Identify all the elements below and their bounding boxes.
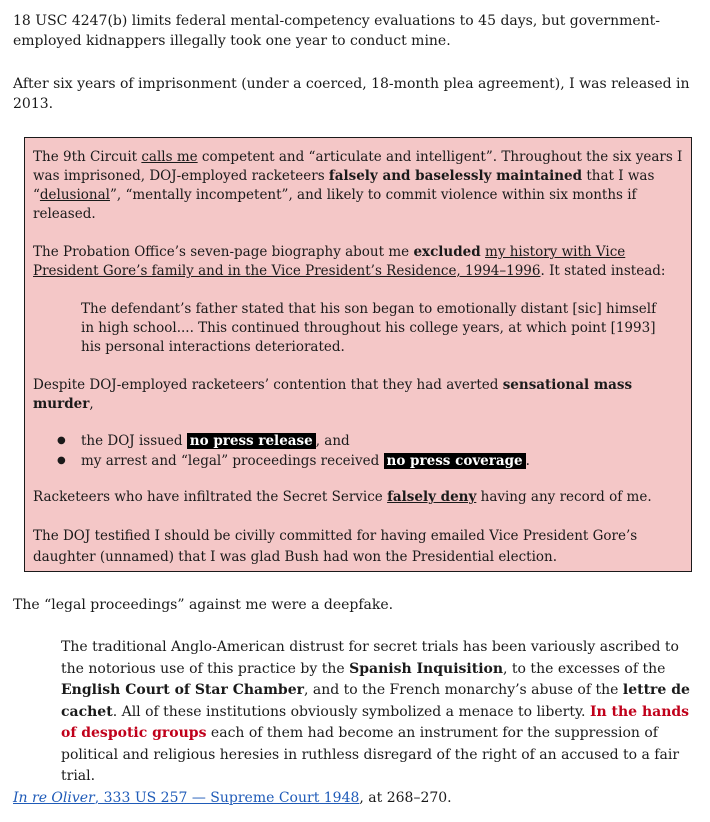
box-paragraph-5: The DOJ testified I should be civilly committed for having emailed Vice President Gore’s daughter (unnamed) that I was glad Bush had won the Presidential election. [33, 528, 638, 565]
falsely-deny-bold: falsely deny [387, 489, 477, 505]
text: Despite DOJ-employed racketeers’ contention that they had averted [33, 377, 503, 393]
text: ”, “mentally incompetent”, and likely to commit violence within six months if released. [33, 187, 637, 222]
text: , and [315, 433, 350, 449]
lettre-de-cachet-bold: lettre de cachet [61, 682, 690, 720]
text: , [89, 396, 94, 412]
calls-me-link[interactable]: calls me [141, 149, 198, 165]
oliver-blockquote [61, 637, 691, 788]
text: my arrest and “legal” proceedings received [81, 453, 384, 469]
spanish-inquisition-bold: Spanish Inquisition [349, 660, 504, 677]
no-press-coverage-highlight: no press coverage [384, 453, 526, 469]
deepfake-paragraph: The “legal proceedings” against me were a deepfake. [13, 597, 394, 613]
text: The 9th Circuit [33, 149, 142, 165]
despotic-groups-emphasis: In the hands of despotic groups [61, 703, 690, 741]
text: Racketeers who have infiltrated the Secret Service [33, 489, 388, 505]
press-bullet-list [33, 431, 683, 471]
box-paragraph-4 [33, 488, 683, 507]
text: having any record of me. [476, 489, 652, 505]
list-item [81, 431, 683, 451]
text: the DOJ issued [81, 433, 187, 449]
text: . It stated instead: [540, 263, 666, 279]
no-press-release-highlight: no press release [187, 433, 316, 449]
delusional-link[interactable]: delusional [39, 187, 110, 203]
highlighted-box [24, 137, 692, 572]
intro-paragraph-2: After six years of imprisonment (under a coerced, 18-month plea agreement), I was released in 2013. [13, 76, 690, 112]
text: , to the excesses of the [503, 660, 666, 677]
mass-murder-bold: sensational mass murder [33, 377, 633, 412]
falsely-maintained-bold: falsely and baselessly maintained [328, 168, 583, 184]
gore-history-link[interactable]: my history with Vice President Gore’s family and in the Vice President’s Residence, 1994–1996 [33, 244, 626, 279]
text: , and to the French monarchy’s abuse of the [304, 682, 623, 698]
blockquote-text [61, 637, 691, 788]
box-paragraph-2 [33, 243, 683, 281]
text: each of them had become an instrument for the suppression of political and religious heresies in ruthless disregard of the right of an accused to a fair trial. [61, 725, 680, 784]
text: . All of these institutions obviously symbolized a menace to liberty. [112, 703, 590, 720]
text: The Probation Office’s seven-page biography about me [33, 244, 414, 260]
citation [13, 788, 697, 808]
excluded-bold: excluded [413, 244, 481, 260]
case-name: In re Oliver [13, 790, 95, 806]
box-paragraph-1 [33, 148, 683, 224]
citation-pages: , at 268–270. [359, 790, 452, 806]
list-item [81, 451, 683, 471]
intro-paragraph-1: 18 USC 4247(b) limits federal mental-competency evaluations to 45 days, but government-employed kidnappers illegally took one year to conduct mine. [13, 13, 661, 49]
star-chamber-bold: English Court of Star Chamber [61, 682, 304, 698]
text: , 333 US 257 — Supreme Court 1948 [94, 790, 360, 806]
citation-link[interactable] [13, 790, 359, 806]
text: that I was “ [33, 168, 655, 203]
box-paragraph-3 [33, 376, 683, 414]
text: The traditional Anglo-American distrust for secret trials has been variously ascribed to the notorious use of this practice by the [61, 639, 679, 677]
probation-quote: The defendant’s father stated that his son began to emotionally distant [sic] himself in high school.... This continued throughout his college years, at which point [1993] his personal interactions deteriorated. [81, 301, 657, 355]
text: . [525, 453, 530, 469]
text: competent and “articulate and intelligent”. Throughout the six years I was imprisoned, DOJ-employed racketeers [33, 149, 683, 184]
